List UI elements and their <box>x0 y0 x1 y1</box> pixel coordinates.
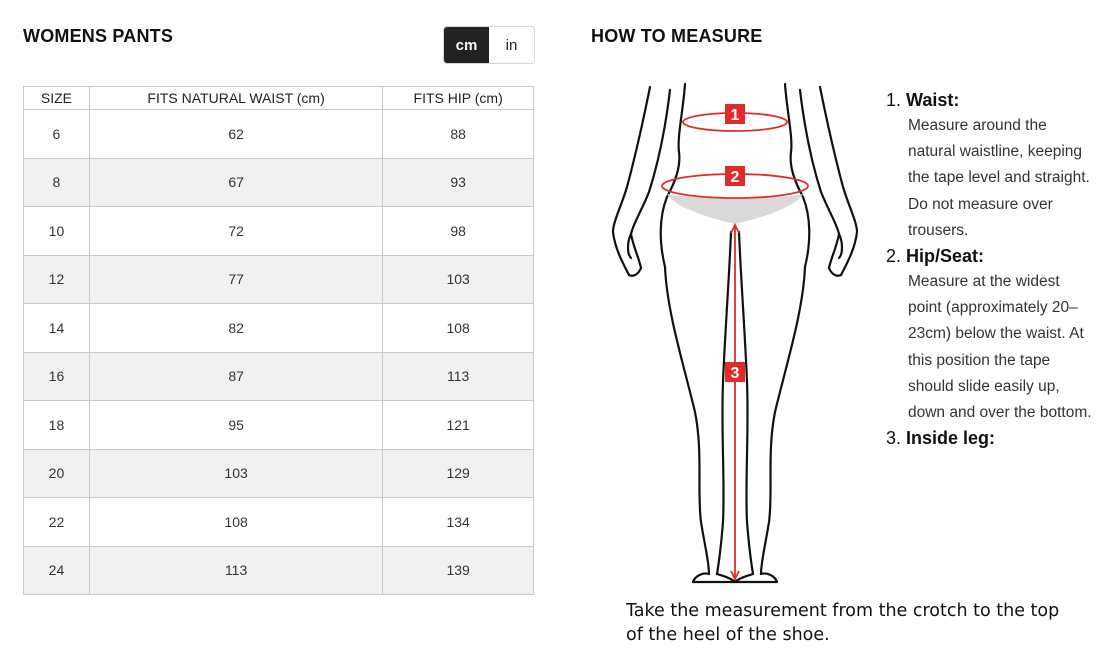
right-torso-line <box>785 84 809 267</box>
table-row <box>24 498 534 547</box>
table-row <box>24 449 534 498</box>
table-row <box>24 352 534 401</box>
marker-2-label: 2 <box>730 169 740 186</box>
left-leg-inner <box>717 232 731 574</box>
cell-size: 22 <box>24 498 90 547</box>
step-2-number: 2. <box>886 246 902 267</box>
table-row <box>24 207 534 256</box>
step-2-name: Hip/Seat: <box>906 246 985 267</box>
cell-waist: 77 <box>89 255 382 304</box>
cell-size: 6 <box>24 110 90 159</box>
cell-hip: 98 <box>383 207 534 256</box>
unit-cm-button[interactable]: cm <box>444 27 489 63</box>
cell-hip: 108 <box>383 304 534 353</box>
page-title-womens-pants: WOMENS PANTS <box>23 26 174 46</box>
right-arm-inner <box>800 90 839 268</box>
cell-hip: 121 <box>383 401 534 450</box>
left-foot <box>693 573 735 582</box>
step-1-name: Waist: <box>906 90 960 110</box>
cell-hip: 134 <box>383 498 534 547</box>
cell-waist: 82 <box>89 304 382 353</box>
step-3-name: Inside leg: <box>906 428 996 449</box>
cell-waist: 67 <box>89 158 382 207</box>
table-row <box>24 255 534 304</box>
header-hip: FITS HIP (cm) <box>383 87 534 110</box>
measurement-steps <box>886 90 1096 449</box>
table-header-row <box>24 87 534 110</box>
cell-waist: 62 <box>89 110 382 159</box>
table-row <box>24 546 534 595</box>
cell-size: 16 <box>24 352 90 401</box>
left-leg-outer <box>665 267 709 574</box>
step-1-description: Measure around the natural waistline, keeping the tape level and straight. Do not measure over trousers. <box>908 117 1090 239</box>
cell-size: 8 <box>24 158 90 207</box>
cell-waist: 72 <box>89 207 382 256</box>
table-row <box>24 158 534 207</box>
cell-size: 18 <box>24 401 90 450</box>
left-hand <box>628 234 641 276</box>
unit-toggle[interactable] <box>443 26 535 64</box>
cell-hip: 88 <box>383 110 534 159</box>
marker-3-label: 3 <box>730 365 740 382</box>
left-arm-outline <box>613 87 650 275</box>
cell-hip: 129 <box>383 449 534 498</box>
unit-in-button[interactable]: in <box>489 27 534 63</box>
header-waist: FITS NATURAL WAIST (cm) <box>89 87 382 110</box>
cell-waist: 113 <box>89 546 382 595</box>
step-3-description: Take the measurement from the crotch to the top of the heel of the shoe. <box>626 601 1060 645</box>
step-2-heading <box>886 246 1096 267</box>
cell-size: 20 <box>24 449 90 498</box>
right-hand <box>829 234 842 276</box>
left-arm-inner <box>631 90 670 268</box>
cell-hip: 93 <box>383 158 534 207</box>
right-leg-outer <box>761 267 805 574</box>
step-1-heading <box>886 90 1096 111</box>
body-measurement-figure <box>605 82 865 592</box>
left-torso-line <box>661 84 685 267</box>
cell-waist: 108 <box>89 498 382 547</box>
cell-hip: 113 <box>383 352 534 401</box>
table-row <box>24 401 534 450</box>
marker-1-label: 1 <box>730 107 740 124</box>
cell-hip: 139 <box>383 546 534 595</box>
step-1-number: 1. <box>886 90 902 110</box>
how-to-measure-title: HOW TO MEASURE <box>591 26 763 46</box>
cell-size: 14 <box>24 304 90 353</box>
step-3-number: 3. <box>886 428 902 449</box>
cell-waist: 103 <box>89 449 382 498</box>
step-2-description: Measure at the widest point (approximately 20–23cm) below the waist. At this position the tape should slide easily up, down and over the bottom. <box>908 273 1092 422</box>
right-foot <box>735 573 777 582</box>
cell-waist: 87 <box>89 352 382 401</box>
size-chart-table <box>23 86 534 595</box>
cell-size: 24 <box>24 546 90 595</box>
table-row <box>24 304 534 353</box>
cell-size: 12 <box>24 255 90 304</box>
right-leg-inner <box>739 232 753 574</box>
cell-hip: 103 <box>383 255 534 304</box>
table-row <box>24 110 534 159</box>
cell-size: 10 <box>24 207 90 256</box>
right-arm-outline <box>820 87 857 275</box>
header-size: SIZE <box>24 87 90 110</box>
step-3-heading <box>886 428 1096 449</box>
cell-waist: 95 <box>89 401 382 450</box>
